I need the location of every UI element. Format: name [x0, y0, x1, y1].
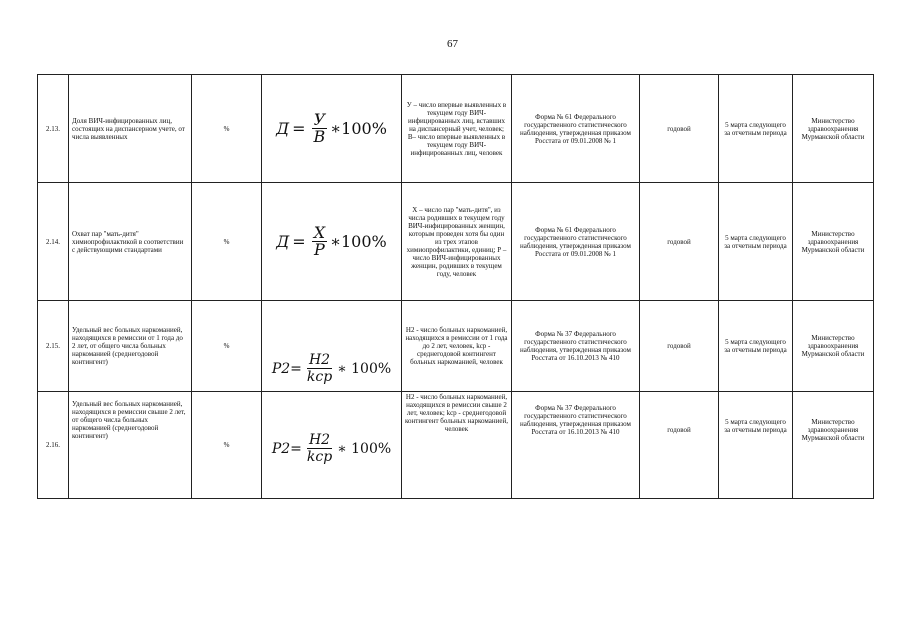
table-row — [38, 183, 874, 301]
formula-cell — [262, 183, 402, 301]
data-source: Форма № 61 Федерального государственного статистического наблюдения, утвержденная приказом Росстата от 09.01.2008 № 1 — [512, 183, 640, 301]
formula-fraction — [305, 352, 334, 385]
formula-denominator: Р — [314, 240, 325, 259]
formula-fraction — [312, 225, 327, 258]
table-row — [38, 301, 874, 392]
row-number: 2.13. — [38, 75, 69, 183]
formula-denominator: В — [313, 127, 326, 146]
formula-numerator: У — [313, 110, 326, 129]
formula-equals: = — [290, 360, 302, 377]
variables-description: Н2 - число больных наркоманией, находящихся в ремиссии от 1 года до 2 лет, человек, kср - среднегодовой контингент больных наркоманией, человек — [402, 301, 512, 392]
formula-cell — [262, 301, 402, 392]
formula-fraction — [312, 112, 328, 145]
row-number: 2.14. — [38, 183, 69, 301]
formula-lhs: Д — [276, 231, 290, 251]
data-source: Форма № 37 Федерального государственного статистического наблюдения, утвержденная приказом Росстата от 16.10.2013 № 410 — [512, 301, 640, 392]
unit-of-measure: % — [192, 183, 262, 301]
formula-numerator: Х — [313, 223, 326, 242]
deadline: 5 марта следующего за отчетным периода — [719, 75, 793, 183]
formula-multiplier: ∗ 100% — [337, 360, 392, 377]
formula — [276, 112, 387, 145]
unit-of-measure: % — [192, 301, 262, 392]
formula — [272, 352, 391, 385]
deadline: 5 марта следующего за отчетным периода — [719, 301, 793, 392]
formula-lhs: Р2 — [271, 360, 291, 377]
formula-equals: = — [292, 231, 306, 251]
unit-of-measure: % — [192, 75, 262, 183]
formula-lhs: Р2 — [271, 440, 291, 457]
periodicity: годовой — [640, 301, 719, 392]
formula-equals: = — [292, 118, 306, 138]
table-row — [38, 75, 874, 183]
page-number: 67 — [447, 38, 458, 50]
data-source: Форма № 37 Федерального государственного статистического наблюдения, утвержденная приказом Росстата от 16.10.2013 № 410 — [512, 392, 640, 499]
periodicity: годовой — [640, 75, 719, 183]
responsible-body: Министерство здравоохранения Мурманской области — [793, 75, 874, 183]
formula — [276, 225, 386, 258]
indicator-name: Удельный вес больных наркоманией, находящихся в ремиссии свыше 2 лет, от общего числа больных наркоманией (среднегодовой контингент) — [69, 392, 192, 499]
variables-description: Н2 - число больных наркоманией, находящихся в ремиссии свыше 2 лет, человек; kср - среднегодовой контингент больных наркоманией, человек — [402, 392, 512, 499]
formula-cell — [262, 75, 402, 183]
formula — [272, 432, 391, 465]
data-source: Форма № 61 Федерального государственного статистического наблюдения, утвержденная приказом Росстата от 09.01.2008 № 1 — [512, 75, 640, 183]
variables-description: У – число впервые выявленных в текущем году ВИЧ-инфицированных лиц, вставших на диспансерный учет, человек; В– число впервые выявленных в текущем году ВИЧ-инфицированных лиц, человек — [402, 75, 512, 183]
formula-multiplier: ∗100% — [330, 231, 387, 251]
indicator-name: Удельный вес больных наркоманией, находящихся в ремиссии от 1 года до 2 лет, от общего числа больных наркоманией (среднегодовой контингент) — [69, 301, 192, 392]
formula-multiplier: ∗ 100% — [337, 440, 392, 457]
indicator-name: Охват пар "мать-дитя" химиопрофилактикой в соответствии с действующими стандартами — [69, 183, 192, 301]
responsible-body: Министерство здравоохранения Мурманской области — [793, 301, 874, 392]
unit-of-measure: % — [192, 392, 262, 499]
periodicity: годовой — [640, 183, 719, 301]
periodicity: годовой — [640, 392, 719, 499]
row-number: 2.16. — [38, 392, 69, 499]
formula-multiplier: ∗100% — [330, 118, 387, 138]
deadline: 5 марта следующего за отчетным периода — [719, 183, 793, 301]
indicator-name: Доля ВИЧ-инфицированных лиц, состоящих на диспансерном учете, от числа выявленных — [69, 75, 192, 183]
formula-denominator: kср — [306, 449, 333, 465]
formula-denominator: kср — [306, 369, 333, 385]
table-row — [38, 392, 874, 499]
formula-numerator: Н2 — [308, 352, 331, 368]
formula-numerator: Н2 — [308, 432, 331, 448]
variables-description: Х – число пар "мать-дитя", из числа родивших в текущем году ВИЧ-инфицированных женщин, которым проведен хотя бы один из трех этапов химиопрофилактики, единиц; Р – число ВИЧ-инфицированных женщин, родивших в текущем году, человек — [402, 183, 512, 301]
formula-equals: = — [290, 440, 302, 457]
formula-cell — [262, 392, 402, 499]
formula-fraction — [305, 432, 334, 465]
responsible-body: Министерство здравоохранения Мурманской области — [793, 183, 874, 301]
responsible-body: Министерство здравоохранения Мурманской области — [793, 392, 874, 499]
indicators-table — [37, 74, 874, 499]
row-number: 2.15. — [38, 301, 69, 392]
formula-lhs: Д — [276, 118, 290, 138]
deadline: 5 марта следующего за отчетным периода — [719, 392, 793, 499]
